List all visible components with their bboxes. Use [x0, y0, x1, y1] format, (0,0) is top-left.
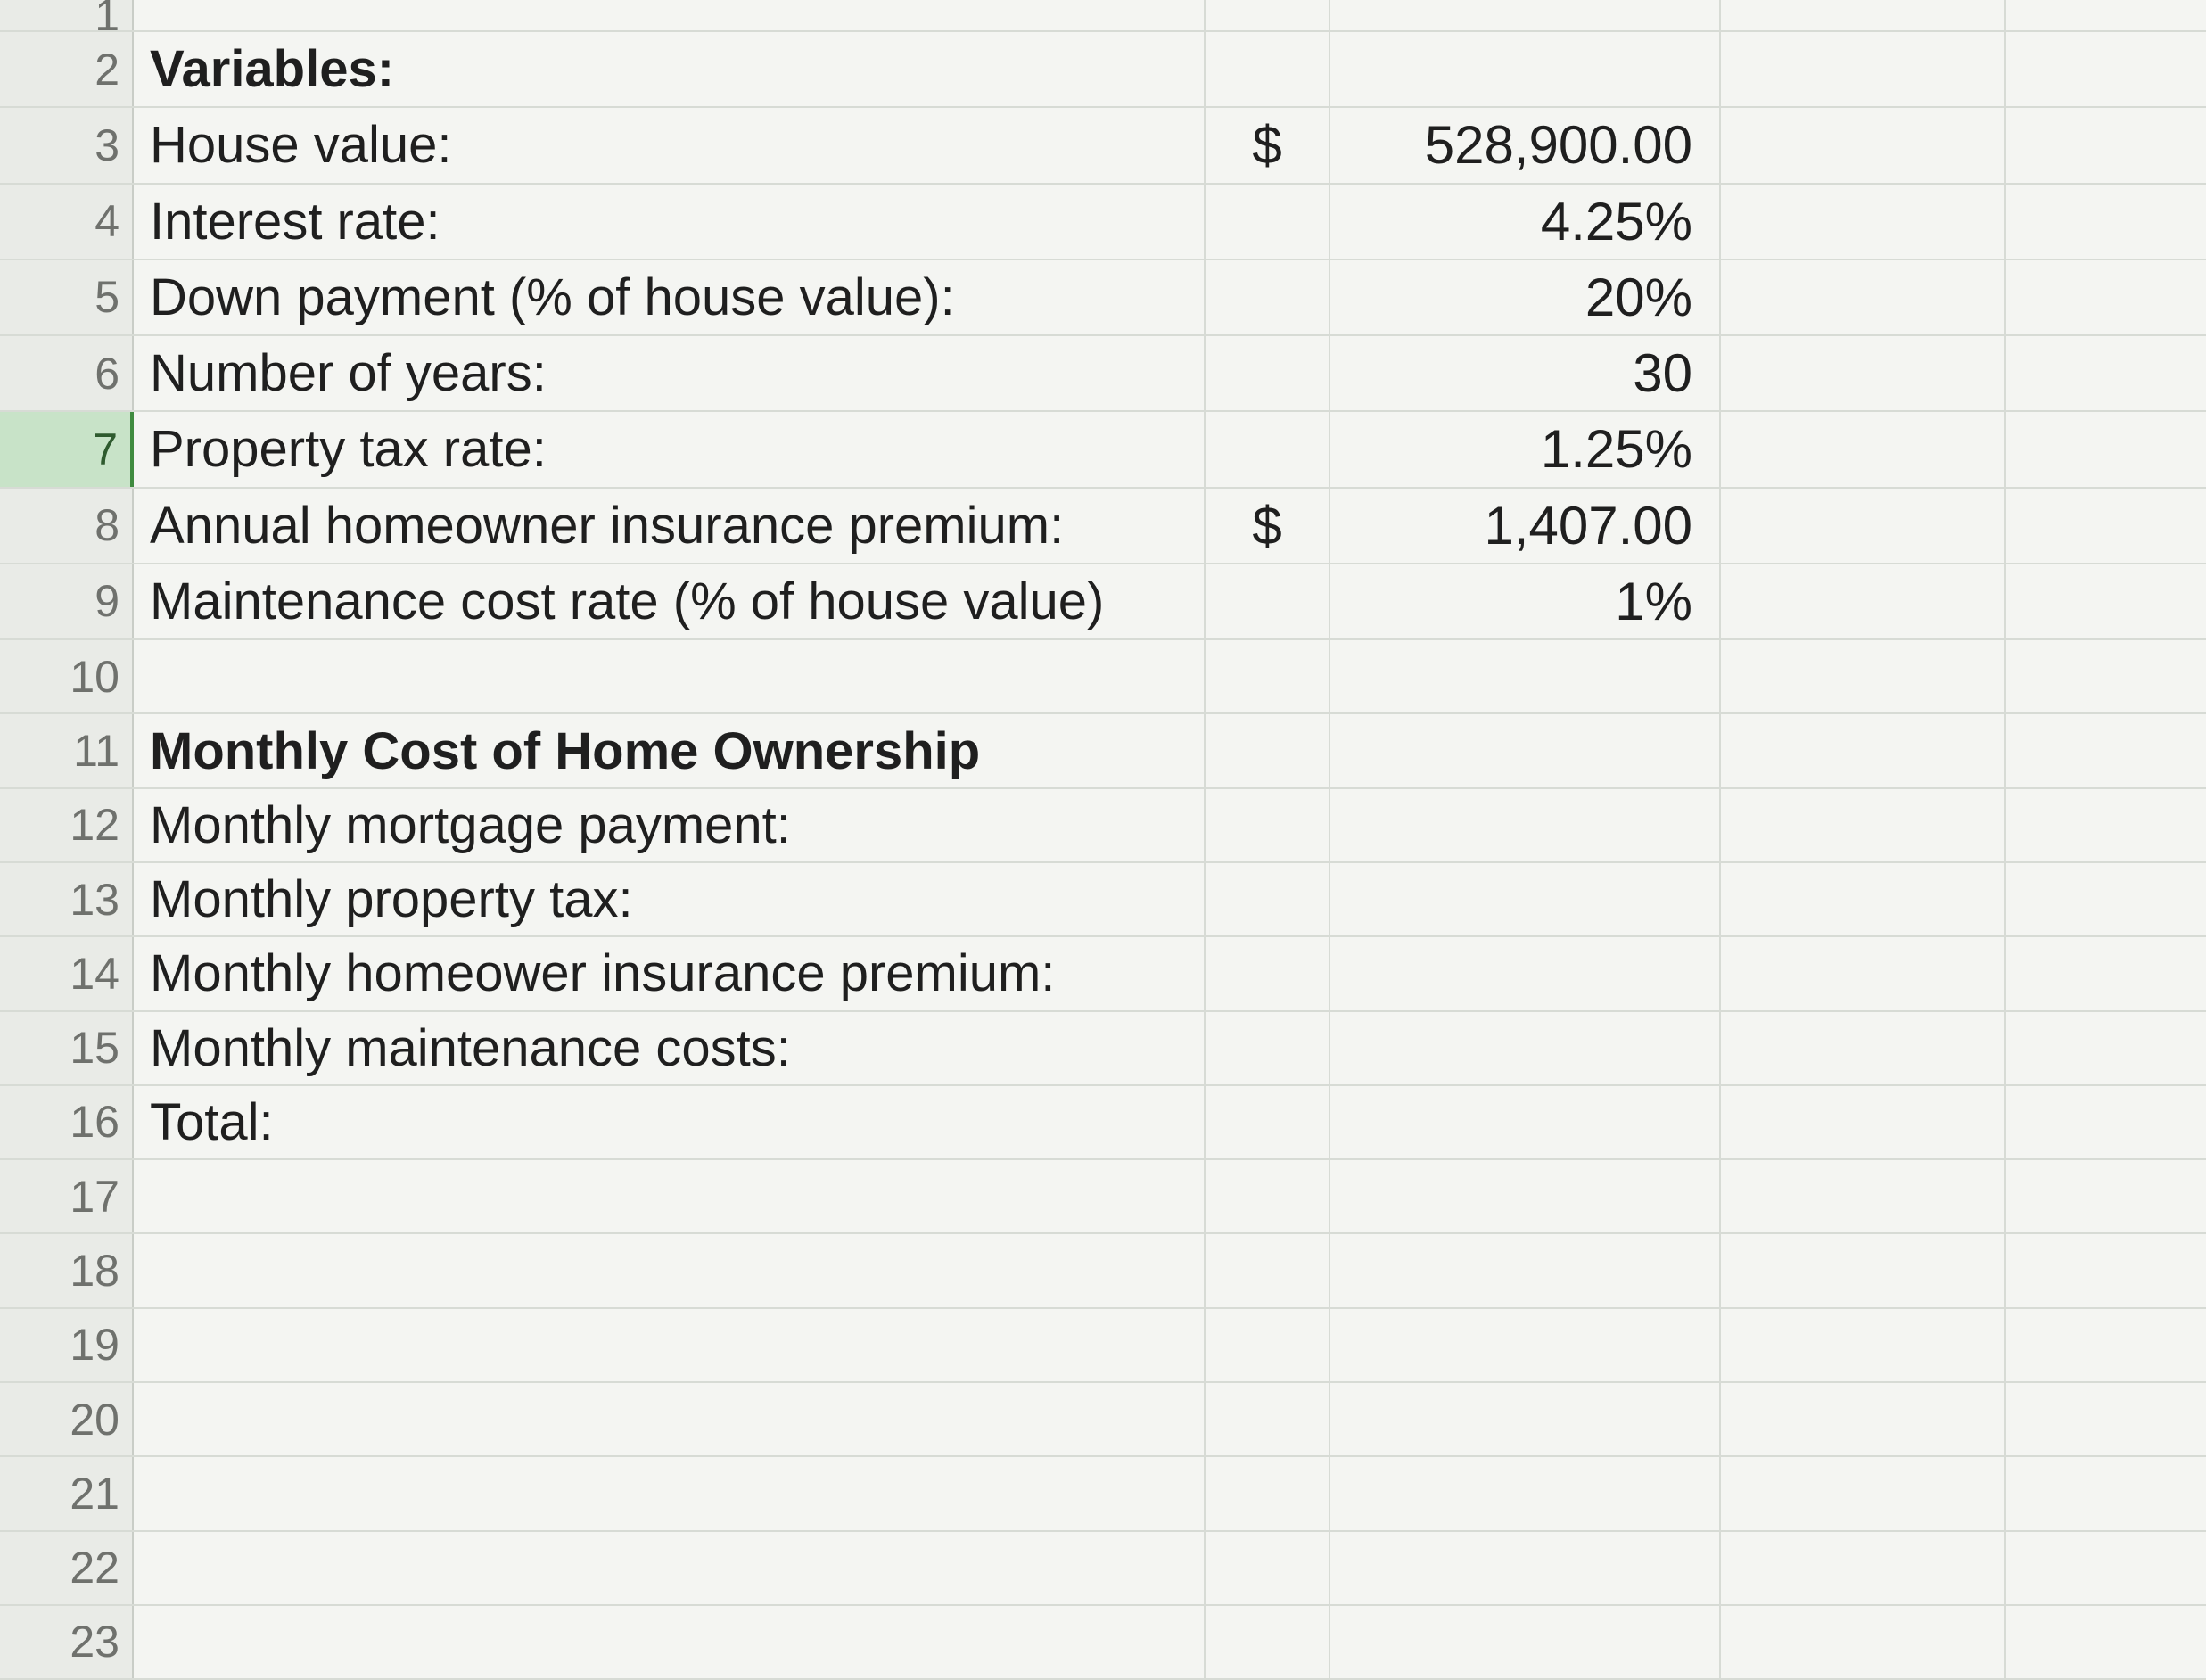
cell-e2[interactable] [2006, 32, 2206, 106]
cell-b17[interactable] [1204, 1160, 1329, 1232]
cell-d23[interactable] [1721, 1606, 2006, 1678]
cell-a2[interactable]: Variables: [150, 40, 395, 99]
cell-c14[interactable] [1329, 937, 1721, 1009]
row-header[interactable]: 21 [0, 1457, 134, 1529]
cell-a15[interactable]: Monthly maintenance costs: [150, 1018, 791, 1077]
cell-a8[interactable]: Annual homeowner insurance premium: [150, 496, 1065, 555]
cell-e4[interactable] [2006, 185, 2206, 259]
cell-c8[interactable]: 1,407.00 [1329, 489, 1721, 563]
cell-e11[interactable] [2006, 714, 2206, 786]
cell-b21[interactable] [1204, 1457, 1329, 1529]
cell-e22[interactable] [2006, 1532, 2206, 1604]
cell-a16[interactable]: Total: [150, 1092, 274, 1151]
cell-b10[interactable] [1204, 640, 1329, 712]
cell-b8[interactable]: $ [1204, 489, 1329, 563]
row-21 [0, 1457, 2206, 1531]
cell-c6[interactable]: 30 [1329, 336, 1721, 410]
cell-d10[interactable] [1721, 640, 2006, 712]
cell-c19[interactable] [1329, 1309, 1721, 1381]
cell-e5[interactable] [2006, 260, 2206, 334]
cell-c12[interactable] [1329, 789, 1721, 861]
cell-d7[interactable] [1721, 412, 2006, 486]
row-22 [0, 1532, 2206, 1606]
cell-e1[interactable] [2006, 0, 2206, 30]
cell-b14[interactable] [1204, 937, 1329, 1009]
row-7 [0, 412, 2206, 488]
cell-a5[interactable]: Down payment (% of house value): [150, 268, 955, 326]
row-19 [0, 1309, 2206, 1383]
row-header[interactable]: 20 [0, 1383, 134, 1455]
cell-a4[interactable]: Interest rate: [150, 192, 440, 251]
cell-a9[interactable]: Maintenance cost rate (% of house value) [150, 572, 1105, 630]
row-2 [0, 32, 2206, 108]
cell-d4[interactable] [1721, 185, 2006, 259]
cell-e16[interactable] [2006, 1086, 2206, 1158]
cell-b1[interactable] [1204, 0, 1329, 30]
cell-b18[interactable] [1204, 1234, 1329, 1306]
cell-e6[interactable] [2006, 336, 2206, 410]
cell-d18[interactable] [1721, 1234, 2006, 1306]
row-13 [0, 863, 2206, 937]
row-1 [0, 0, 2206, 40]
cell-d8[interactable] [1721, 489, 2006, 563]
cell-b5[interactable] [1204, 260, 1329, 334]
cell-c18[interactable] [1329, 1234, 1721, 1306]
cell-b7[interactable] [1204, 412, 1329, 486]
cell-e10[interactable] [2006, 640, 2206, 712]
cell-b11[interactable] [1204, 714, 1329, 786]
cell-a23[interactable] [134, 1606, 1204, 1678]
cell-e3[interactable] [2006, 108, 2206, 182]
cell-e14[interactable] [2006, 937, 2206, 1009]
cell-b16[interactable] [1204, 1086, 1329, 1158]
cell-c2[interactable] [1329, 32, 1721, 106]
cell-e19[interactable] [2006, 1309, 2206, 1381]
row-header[interactable]: 18 [0, 1234, 134, 1306]
row-16 [0, 1086, 2206, 1160]
cell-b2[interactable] [1204, 32, 1329, 106]
row-header[interactable]: 8 [0, 489, 134, 563]
cell-a11[interactable]: Monthly Cost of Home Ownership [150, 721, 981, 780]
cell-c20[interactable] [1329, 1383, 1721, 1455]
cell-a22[interactable] [134, 1532, 1204, 1604]
cell-b12[interactable] [1204, 789, 1329, 861]
cell-d5[interactable] [1721, 260, 2006, 334]
cell-a6[interactable]: Number of years: [150, 344, 547, 403]
cell-a21[interactable] [134, 1457, 1204, 1529]
cell-a12[interactable]: Monthly mortgage payment: [150, 795, 791, 854]
cell-d2[interactable] [1721, 32, 2006, 106]
cell-b22[interactable] [1204, 1532, 1329, 1604]
row-23 [0, 1606, 2206, 1680]
cell-d9[interactable] [1721, 564, 2006, 638]
row-20 [0, 1383, 2206, 1457]
row-10 [0, 640, 2206, 714]
row-11 [0, 714, 2206, 788]
row-5 [0, 260, 2206, 336]
cell-c10[interactable] [1329, 640, 1721, 712]
row-9 [0, 564, 2206, 640]
cell-c9[interactable]: 1% [1329, 564, 1721, 638]
cell-b3[interactable]: $ [1204, 108, 1329, 182]
cell-e18[interactable] [2006, 1234, 2206, 1306]
cell-d14[interactable] [1721, 937, 2006, 1009]
cell-d20[interactable] [1721, 1383, 2006, 1455]
cell-b15[interactable] [1204, 1012, 1329, 1084]
cell-d22[interactable] [1721, 1532, 2006, 1604]
row-header[interactable]: 14 [0, 937, 134, 1009]
row-header[interactable]: 17 [0, 1160, 134, 1232]
row-header[interactable]: 11 [0, 714, 134, 786]
cell-d13[interactable] [1721, 863, 2006, 935]
cell-c22[interactable] [1329, 1532, 1721, 1604]
cell-a14[interactable]: Monthly homeower insurance premium: [150, 944, 1056, 1003]
row-header[interactable]: 10 [0, 640, 134, 712]
cell-c13[interactable] [1329, 863, 1721, 935]
cell-c3[interactable]: 528,900.00 [1329, 108, 1721, 182]
row-14 [0, 937, 2206, 1011]
cell-c15[interactable] [1329, 1012, 1721, 1084]
cell-e17[interactable] [2006, 1160, 2206, 1232]
row-header[interactable]: 6 [0, 336, 134, 410]
cell-c7[interactable]: 1.25% [1329, 412, 1721, 486]
row-header[interactable]: 2 [0, 32, 134, 106]
cell-d15[interactable] [1721, 1012, 2006, 1084]
cell-c5[interactable]: 20% [1329, 260, 1721, 334]
row-header[interactable]: 9 [0, 564, 134, 638]
cell-a13[interactable]: Monthly property tax: [150, 870, 633, 929]
row-18 [0, 1234, 2206, 1308]
row-header-selected[interactable]: 7 [0, 412, 134, 486]
row-header[interactable]: 5 [0, 260, 134, 334]
cell-e13[interactable] [2006, 863, 2206, 935]
cell-e21[interactable] [2006, 1457, 2206, 1529]
row-4 [0, 185, 2206, 260]
row-header[interactable]: 3 [0, 108, 134, 182]
cell-b23[interactable] [1204, 1606, 1329, 1678]
cell-d16[interactable] [1721, 1086, 2006, 1158]
row-6 [0, 336, 2206, 412]
cell-c16[interactable] [1329, 1086, 1721, 1158]
cell-c11[interactable] [1329, 714, 1721, 786]
cell-d21[interactable] [1721, 1457, 2006, 1529]
row-header[interactable]: 1 [0, 0, 134, 30]
cell-a7[interactable]: Property tax rate: [150, 420, 547, 479]
cell-d1[interactable] [1721, 0, 2006, 30]
cell-c17[interactable] [1329, 1160, 1721, 1232]
cell-c23[interactable] [1329, 1606, 1721, 1678]
row-12 [0, 789, 2206, 863]
cell-c1[interactable] [1329, 0, 1721, 30]
row-header[interactable]: 19 [0, 1309, 134, 1381]
row-header[interactable]: 13 [0, 863, 134, 935]
cell-b20[interactable] [1204, 1383, 1329, 1455]
cell-d6[interactable] [1721, 336, 2006, 410]
cell-e23[interactable] [2006, 1606, 2206, 1678]
cell-c21[interactable] [1329, 1457, 1721, 1529]
cell-e12[interactable] [2006, 789, 2206, 861]
cell-a3[interactable]: House value: [150, 116, 452, 175]
cell-a1[interactable] [134, 0, 1204, 30]
cell-d17[interactable] [1721, 1160, 2006, 1232]
cell-b4[interactable] [1204, 185, 1329, 259]
row-15 [0, 1012, 2206, 1086]
row-header[interactable]: 22 [0, 1532, 134, 1604]
cell-b19[interactable] [1204, 1309, 1329, 1381]
cell-d12[interactable] [1721, 789, 2006, 861]
cell-d11[interactable] [1721, 714, 2006, 786]
row-8 [0, 489, 2206, 564]
row-header[interactable]: 23 [0, 1606, 134, 1678]
row-header[interactable]: 12 [0, 789, 134, 861]
cell-b13[interactable] [1204, 863, 1329, 935]
row-17 [0, 1160, 2206, 1234]
row-header[interactable]: 15 [0, 1012, 134, 1084]
row-3 [0, 108, 2206, 184]
cell-b9[interactable] [1204, 564, 1329, 638]
cell-a18[interactable] [134, 1234, 1204, 1306]
cell-a19[interactable] [134, 1309, 1204, 1381]
cell-e20[interactable] [2006, 1383, 2206, 1455]
cell-d19[interactable] [1721, 1309, 2006, 1381]
cell-b6[interactable] [1204, 336, 1329, 410]
cell-a20[interactable] [134, 1383, 1204, 1455]
cell-a10[interactable] [134, 640, 1204, 712]
cell-e8[interactable] [2006, 489, 2206, 563]
cell-d3[interactable] [1721, 108, 2006, 182]
row-header[interactable]: 4 [0, 185, 134, 259]
cell-c4[interactable]: 4.25% [1329, 185, 1721, 259]
cell-e15[interactable] [2006, 1012, 2206, 1084]
cell-a17[interactable] [134, 1160, 1204, 1232]
row-header[interactable]: 16 [0, 1086, 134, 1158]
cell-e7[interactable] [2006, 412, 2206, 486]
cell-e9[interactable] [2006, 564, 2206, 638]
